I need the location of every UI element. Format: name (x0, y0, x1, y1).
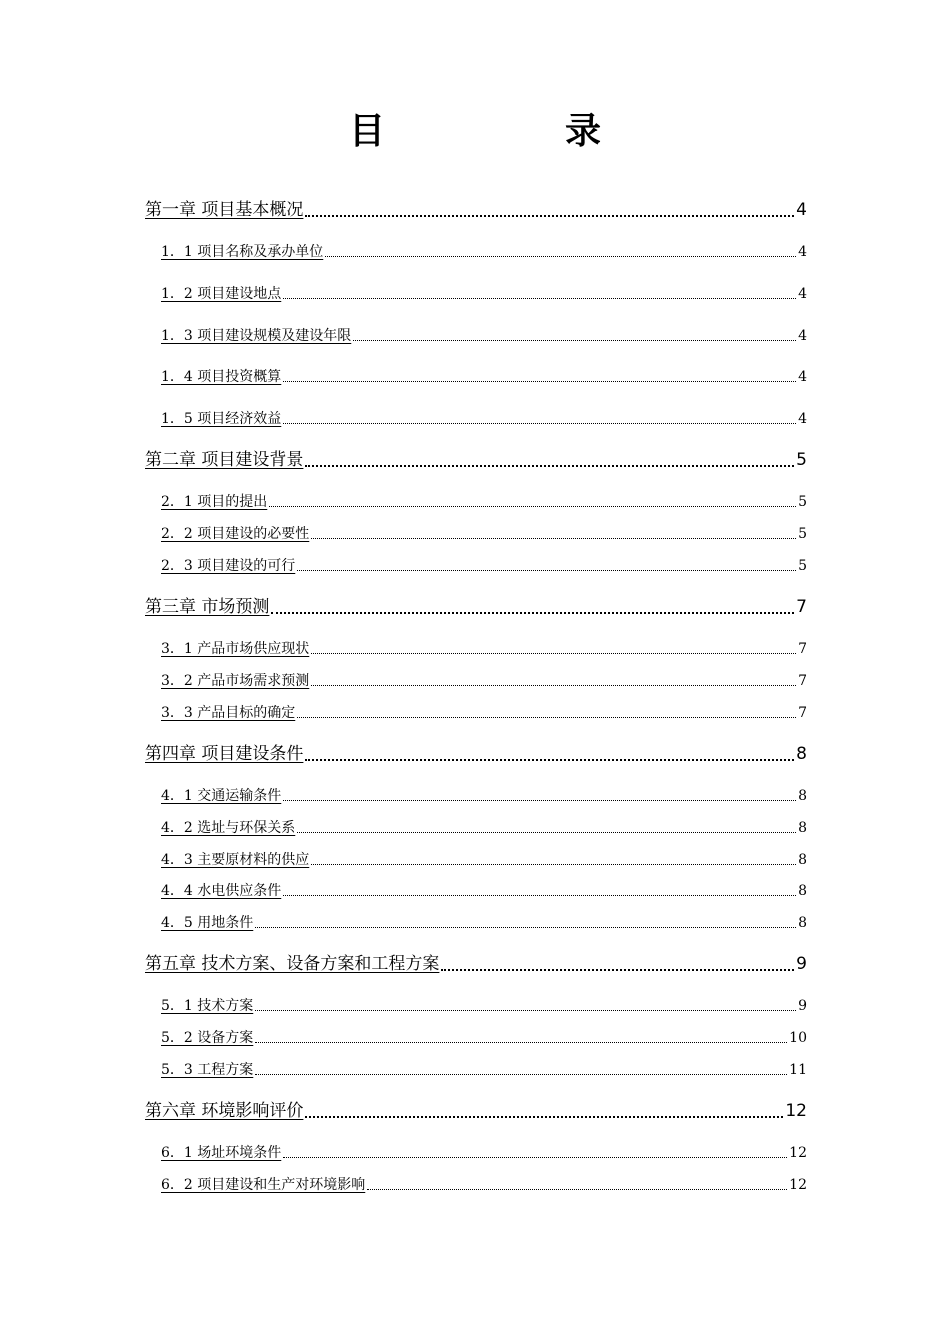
toc-page-number: 11 (789, 1062, 807, 1078)
dot-leader (283, 409, 796, 424)
toc-chapter-link[interactable] (145, 449, 807, 471)
dot-leader (297, 556, 796, 571)
toc-page-number: 8 (796, 744, 807, 764)
toc-entry-label: 1．4 项目投资概算 (161, 369, 282, 385)
toc-section-link[interactable] (161, 671, 807, 691)
toc-page-number: 4 (798, 286, 807, 302)
toc-page-number: 4 (798, 328, 807, 344)
toc-section-link[interactable] (161, 492, 807, 512)
toc-entry-label: 2．2 项目建设的必要性 (161, 526, 310, 542)
toc-page-number: 7 (798, 705, 807, 721)
toc-section-link[interactable] (161, 850, 807, 870)
toc-page-number: 8 (798, 883, 807, 899)
toc-entry-label: 第三章 市场预测 (145, 597, 270, 617)
dot-leader (255, 1028, 787, 1043)
toc-section-link[interactable] (161, 1028, 807, 1048)
toc-entry-label: 3．3 产品目标的确定 (161, 705, 296, 721)
toc-page-number: 5 (798, 494, 807, 510)
toc-page-number: 5 (798, 558, 807, 574)
dot-leader (311, 639, 796, 654)
dot-leader (283, 1143, 787, 1158)
toc-page-number: 7 (796, 597, 807, 617)
dot-leader (283, 881, 796, 896)
toc-entry-label: 3．1 产品市场供应现状 (161, 641, 310, 657)
toc-entry-label: 4．3 主要原材料的供应 (161, 852, 310, 868)
toc-page-number: 8 (798, 852, 807, 868)
toc-entry-label: 2．1 项目的提出 (161, 494, 268, 510)
toc-page-number: 12 (789, 1177, 807, 1193)
toc-entry-label: 1．1 项目名称及承办单位 (161, 244, 324, 260)
toc-entry-label: 6．1 场址环境条件 (161, 1145, 282, 1161)
toc-page-number: 5 (796, 450, 807, 470)
toc-entry-label: 3．2 产品市场需求预测 (161, 673, 310, 689)
dot-leader (311, 850, 796, 865)
toc-page-number: 8 (798, 820, 807, 836)
toc-section-link[interactable] (161, 913, 807, 933)
toc-entry-label: 6．2 项目建设和生产对环境影响 (161, 1177, 366, 1193)
toc-chapter-link[interactable] (145, 1100, 807, 1122)
dot-leader (305, 448, 794, 467)
dot-leader (255, 913, 796, 928)
dot-leader (283, 367, 796, 382)
toc-section-link[interactable] (161, 703, 807, 723)
toc-page-number: 7 (798, 673, 807, 689)
toc-section-link[interactable] (161, 996, 807, 1016)
dot-leader (305, 198, 794, 217)
toc-entry-label: 4．1 交通运输条件 (161, 788, 282, 804)
toc-section-link[interactable] (161, 242, 807, 262)
toc-title: 目 录 (348, 111, 673, 152)
dot-leader (283, 284, 796, 299)
toc-section-link[interactable] (161, 1143, 807, 1163)
toc-entry-label: 第五章 技术方案、设备方案和工程方案 (145, 954, 440, 974)
dot-leader (367, 1175, 787, 1190)
toc-section-link[interactable] (161, 409, 807, 429)
toc-entry-label: 1．2 项目建设地点 (161, 286, 282, 302)
toc-page-number: 8 (798, 788, 807, 804)
toc-section-link[interactable] (161, 524, 807, 544)
toc-chapter-link[interactable] (145, 743, 807, 765)
dot-leader (297, 818, 796, 833)
dot-leader (297, 703, 796, 718)
toc-page-number: 8 (798, 915, 807, 931)
dot-leader (353, 326, 796, 341)
toc-entry-label: 1．5 项目经济效益 (161, 411, 282, 427)
toc-section-link[interactable] (161, 639, 807, 659)
dot-leader (441, 952, 794, 971)
toc-section-link[interactable] (161, 556, 807, 576)
toc-entry-label: 5．1 技术方案 (161, 998, 254, 1014)
toc-chapter-link[interactable] (145, 596, 807, 618)
toc-section-link[interactable] (161, 1060, 807, 1080)
toc-page-number: 5 (798, 526, 807, 542)
dot-leader (255, 1060, 787, 1075)
toc-section-link[interactable] (161, 1175, 807, 1195)
toc-entry-label: 4．2 选址与环保关系 (161, 820, 296, 836)
dot-leader (305, 742, 794, 761)
toc-page-number: 12 (785, 1101, 807, 1121)
toc-page-number: 4 (796, 200, 807, 220)
dot-leader (269, 492, 796, 507)
toc-entry-label: 第四章 项目建设条件 (145, 744, 304, 764)
toc-entry-label: 4．5 用地条件 (161, 915, 254, 931)
toc-entry-label: 4．4 水电供应条件 (161, 883, 282, 899)
dot-leader (311, 524, 796, 539)
toc-section-link[interactable] (161, 326, 807, 346)
toc-entry-label: 5．3 工程方案 (161, 1062, 254, 1078)
toc-page-number: 10 (789, 1030, 807, 1046)
toc-page-number: 9 (796, 954, 807, 974)
toc-chapter-link[interactable] (145, 953, 807, 975)
toc-entry-label: 第二章 项目建设背景 (145, 450, 304, 470)
toc-section-link[interactable] (161, 881, 807, 901)
dot-leader (325, 242, 796, 257)
toc-entry-label: 5．2 设备方案 (161, 1030, 254, 1046)
toc-page-number: 4 (798, 411, 807, 427)
toc-entry-label: 第六章 环境影响评价 (145, 1101, 304, 1121)
toc-section-link[interactable] (161, 284, 807, 304)
toc-section-link[interactable] (161, 818, 807, 838)
toc-page-number: 4 (798, 369, 807, 385)
toc-page-number: 9 (798, 998, 807, 1014)
toc-entry-label: 1．3 项目建设规模及建设年限 (161, 328, 352, 344)
toc-page-number: 12 (789, 1145, 807, 1161)
toc-entry-label: 第一章 项目基本概况 (145, 200, 304, 220)
dot-leader (271, 595, 794, 614)
dot-leader (311, 671, 796, 686)
dot-leader (255, 996, 796, 1011)
toc-section-link[interactable] (161, 786, 807, 806)
toc-page-number: 4 (798, 244, 807, 260)
toc-chapter-link[interactable] (145, 199, 807, 221)
dot-leader (305, 1099, 783, 1118)
toc-section-link[interactable] (161, 367, 807, 387)
dot-leader (283, 786, 796, 801)
toc-entry-label: 2．3 项目建设的可行 (161, 558, 296, 574)
toc-page-number: 7 (798, 641, 807, 657)
